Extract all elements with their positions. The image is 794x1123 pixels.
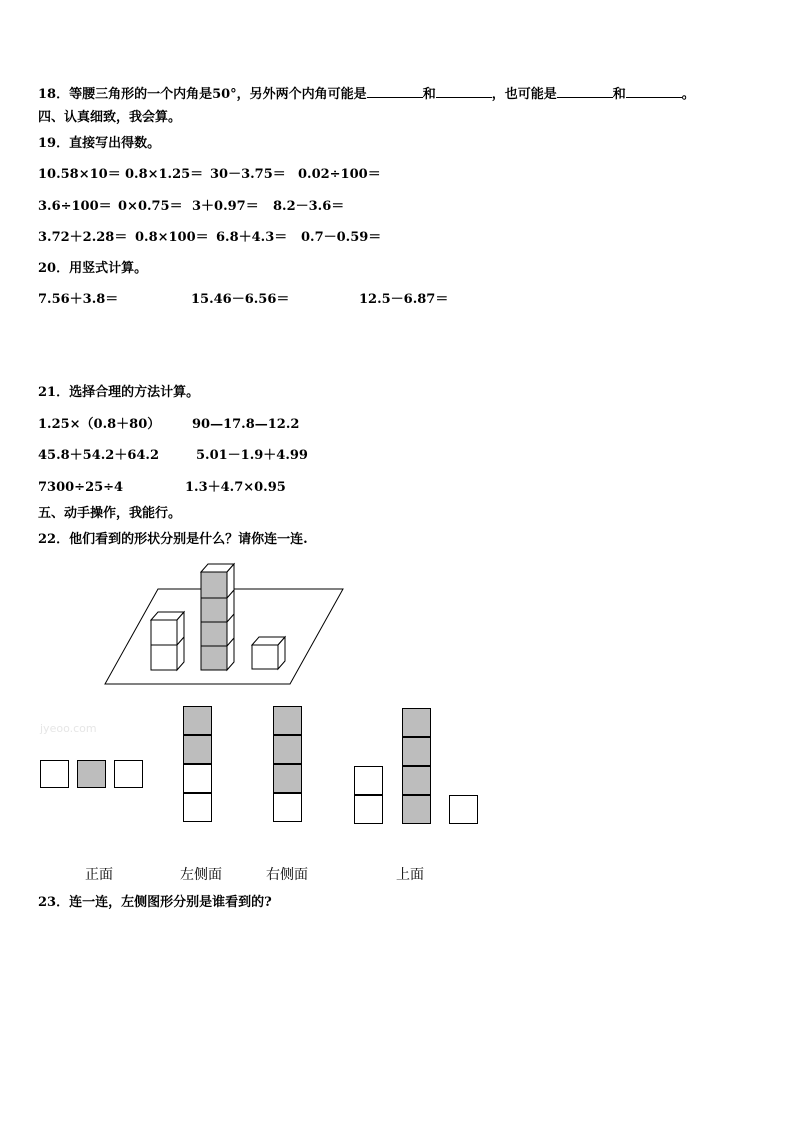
view-square-shaded <box>77 760 106 788</box>
view-square-shaded <box>183 735 212 764</box>
expression: 0.02÷100＝ <box>298 167 381 182</box>
view-square <box>40 760 69 788</box>
view-square <box>273 793 302 822</box>
section-5-heading: 五、动手操作，我能行。 <box>38 506 182 521</box>
watermark: jyeoo.com <box>40 722 97 735</box>
expression: 30－3.75＝ <box>210 167 286 182</box>
answer-blank-4[interactable] <box>626 84 682 98</box>
question-23-title: 23．连一连，左侧图形分别是谁看到的? <box>38 895 272 910</box>
expression: 1.25×（0.8＋80） <box>38 417 161 432</box>
expression: 45.8＋54.2＋64.2 <box>38 448 159 463</box>
question-21-title: 21．选择合理的方法计算。 <box>38 385 200 400</box>
q18-and-1: 和 <box>422 87 436 102</box>
view-square <box>114 760 143 788</box>
q18-and-2: 和 <box>612 87 626 102</box>
view-square <box>449 795 478 824</box>
question-19-title: 19．直接写出得数。 <box>38 136 161 151</box>
expression: 6.8＋4.3＝ <box>216 230 288 245</box>
view-label-left: 左侧面 <box>180 867 222 883</box>
cube-arrangement-figure <box>100 556 350 688</box>
left-cube-stack <box>151 612 184 670</box>
answer-blank-2[interactable] <box>436 84 492 98</box>
expression: 3＋0.97＝ <box>192 199 259 214</box>
expression: 0.8×100＝ <box>135 230 209 245</box>
view-square-shaded <box>183 706 212 735</box>
expression: 3.6÷100＝ <box>38 199 112 214</box>
expression: 0.7－0.59＝ <box>301 230 382 245</box>
question-18 <box>38 84 695 103</box>
answer-blank-1[interactable] <box>367 84 423 98</box>
expression: 1.3＋4.7×0.95 <box>185 480 286 495</box>
view-square <box>183 764 212 793</box>
expression: 7300÷25÷4 <box>38 480 124 495</box>
view-square-shaded <box>273 735 302 764</box>
question-22-title: 22．他们看到的形状分别是什么？请你连一连. <box>38 532 308 547</box>
expression: 7.56＋3.8＝ <box>38 292 119 307</box>
view-square-shaded <box>402 708 431 737</box>
expression: 0.8×1.25＝ <box>125 167 204 182</box>
view-square-shaded <box>273 764 302 793</box>
view-square <box>354 766 383 795</box>
expression: 90—17.8—12.2 <box>192 417 300 432</box>
view-square <box>183 793 212 822</box>
question-20-title: 20．用竖式计算。 <box>38 261 148 276</box>
view-square <box>354 795 383 824</box>
q18-mid: ，也可能是 <box>491 87 557 102</box>
view-square-shaded <box>402 737 431 766</box>
view-square-shaded <box>273 706 302 735</box>
center-cube-stack <box>201 564 234 670</box>
view-square-shaded <box>402 766 431 795</box>
view-label-top: 上面 <box>396 867 424 883</box>
expression: 0×0.75＝ <box>118 199 183 214</box>
section-4-heading: 四、认真细致，我会算。 <box>38 110 182 125</box>
q18-text: 18．等腰三角形的一个内角是50°，另外两个内角可能是 <box>38 87 367 102</box>
view-square-shaded <box>402 795 431 824</box>
view-label-front: 正面 <box>85 867 113 883</box>
expression: 8.2－3.6＝ <box>273 199 345 214</box>
expression: 15.46－6.56＝ <box>191 292 290 307</box>
expression: 10.58×10＝ <box>38 167 121 182</box>
view-label-right: 右侧面 <box>266 867 308 883</box>
answer-blank-3[interactable] <box>557 84 613 98</box>
expression: 3.72＋2.28＝ <box>38 230 128 245</box>
q18-end: 。 <box>681 87 695 102</box>
expression: 12.5－6.87＝ <box>359 292 449 307</box>
expression: 5.01－1.9＋4.99 <box>196 448 308 463</box>
right-single-cube <box>252 637 285 669</box>
